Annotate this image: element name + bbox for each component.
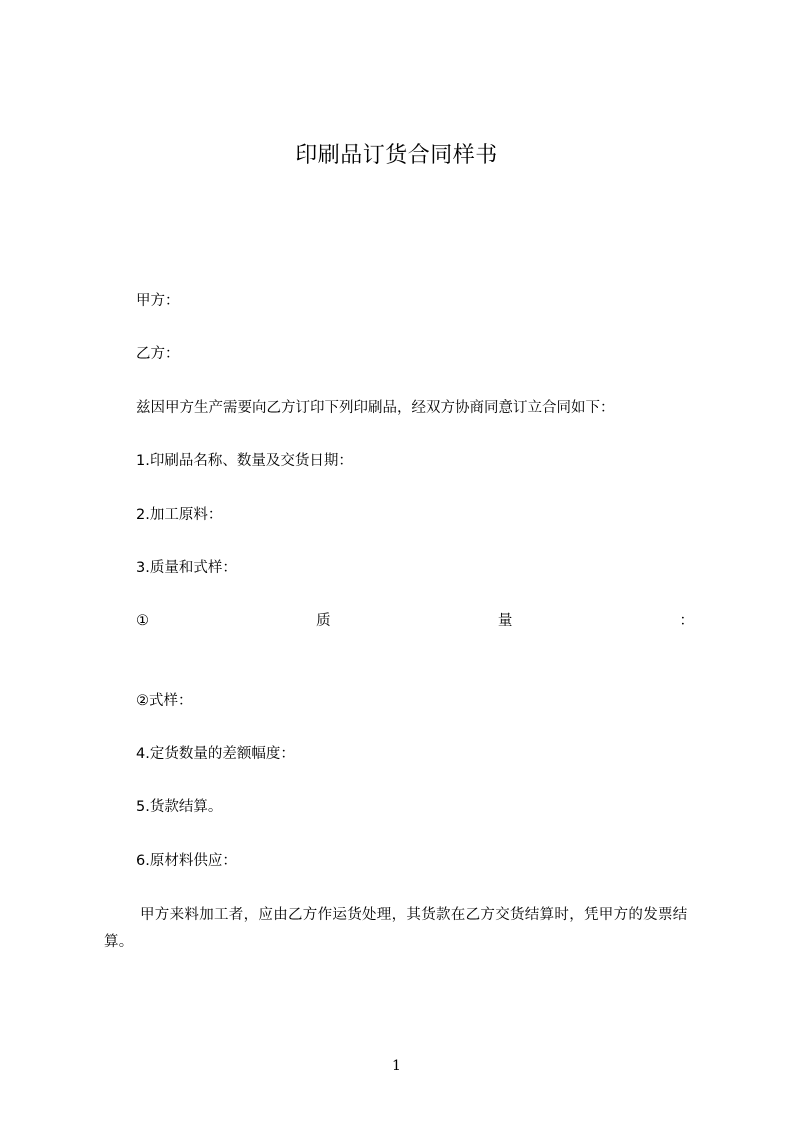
contract-intro: 兹因甲方生产需要向乙方订印下列印刷品，经双方协商同意订立合同如下： (136, 400, 615, 416)
document-title: 印刷品订货合同样书 (295, 143, 498, 168)
clause-1-product-quantity-date: 1.印刷品名称、数量及交货日期： (136, 453, 353, 469)
raw-material-paragraph: 甲方来料加工者，应由乙方作运货处理，其货款在乙方交货结算时，凭甲方的发票结算。 (104, 907, 688, 950)
clause-5-payment: 5.货款结算。 (136, 799, 223, 815)
quality-colon: ： (679, 613, 694, 629)
clause-6-raw-material-supply: 6.原材料供应： (136, 853, 237, 869)
quality-marker: ① (136, 613, 149, 629)
clause-3-quality-style: 3.质量和式样： (136, 560, 237, 576)
party-b-label: 乙方： (136, 346, 180, 362)
quality-line (136, 611, 694, 631)
party-a-label: 甲方： (136, 293, 180, 309)
quality-char-1: 质 (316, 613, 331, 629)
clause-4-quantity-tolerance: 4.定货数量的差额幅度： (136, 746, 295, 762)
page-number: 1 (392, 1058, 401, 1074)
style-label: ②式样： (136, 693, 193, 709)
clause-2-materials: 2.加工原料： (136, 507, 223, 523)
quality-char-2: 量 (497, 613, 513, 629)
